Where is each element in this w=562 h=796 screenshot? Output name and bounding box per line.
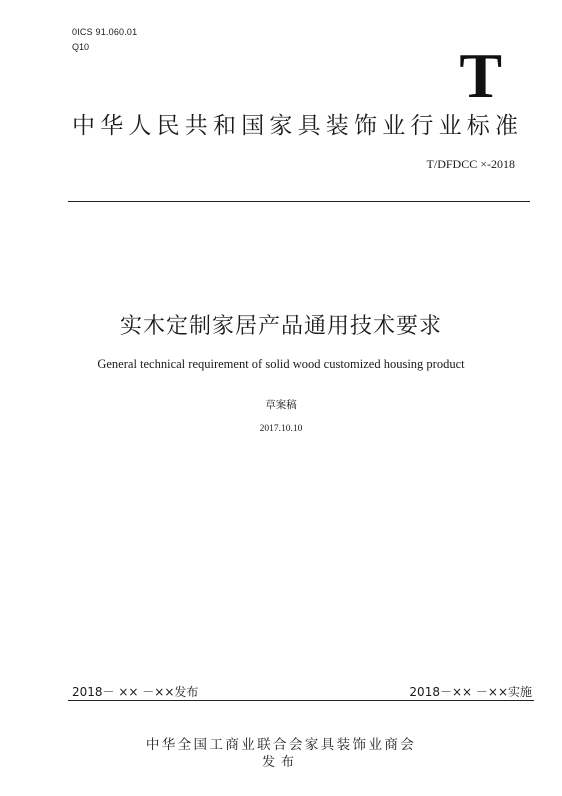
standard-number: T/DFDCC ×-2018	[426, 157, 515, 171]
issue-date: 2018－ ×× －××发布	[72, 685, 199, 699]
publish-label: 发布	[261, 755, 300, 770]
document-title-cn: 实木定制家居产品通用技术要求	[119, 314, 442, 339]
draft-date: 2017.10.10	[259, 424, 303, 434]
ics-code: 0ICS 91.060.01	[72, 27, 138, 37]
standard-type-letter: T	[459, 40, 502, 111]
ccs-code: Q10	[72, 42, 90, 52]
document-title-en: General technical requirement of solid wood customized housing product	[97, 357, 465, 371]
draft-label: 草案稿	[265, 399, 297, 411]
implementation-date: 2018－×× －××实施	[409, 685, 532, 699]
publishing-organization: 中华全国工商业联合会家具装饰业商会	[145, 737, 417, 753]
top-divider	[68, 201, 530, 202]
bottom-divider	[68, 700, 534, 701]
standard-category: 中华人民共和国家具装饰业行业标准	[72, 113, 524, 139]
